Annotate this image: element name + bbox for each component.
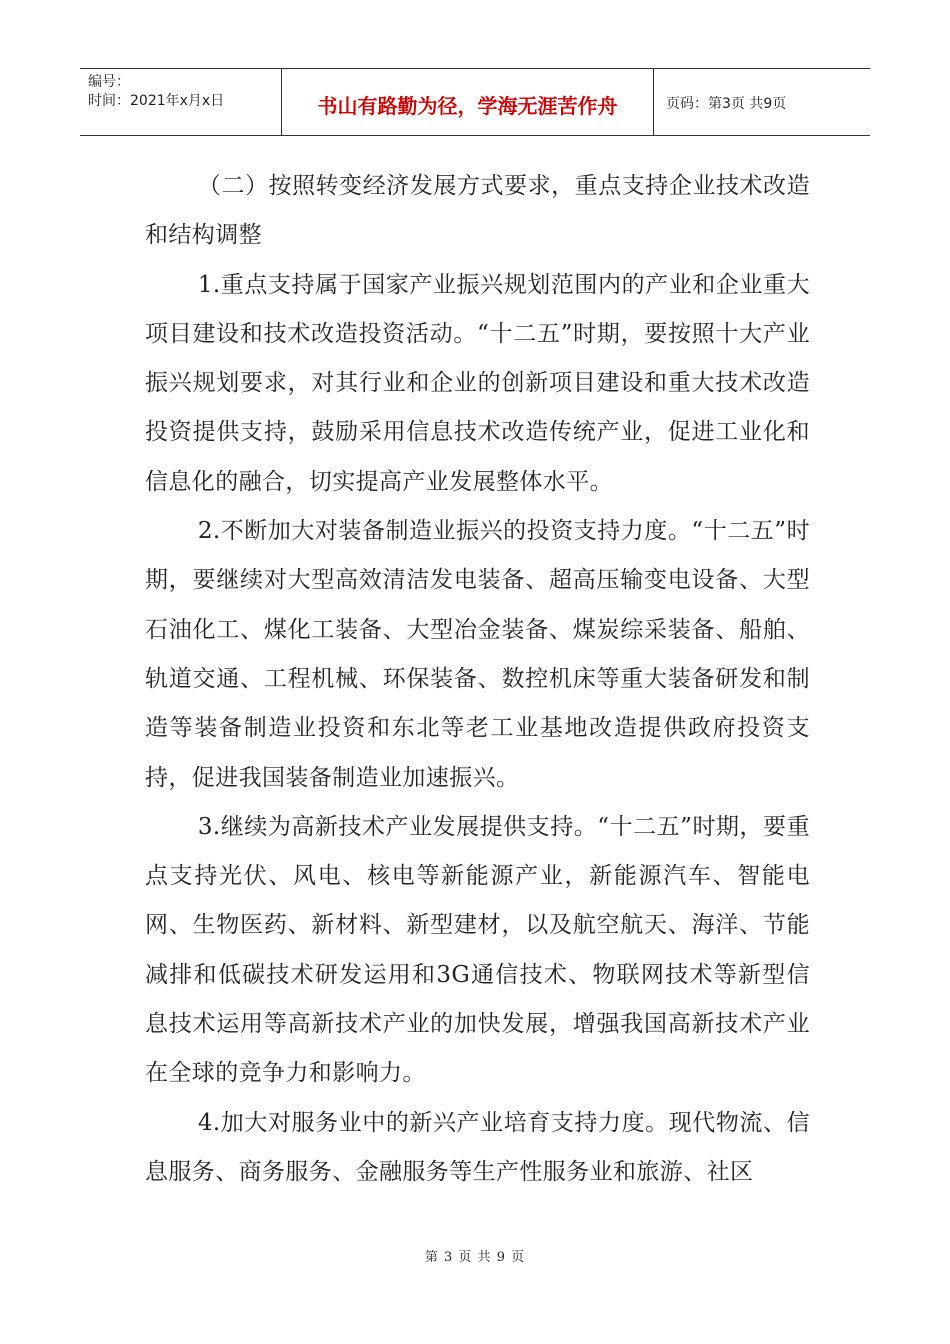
- paragraph: 2.不断加大对装备制造业振兴的投资支持力度。“十二五”时期，要继续对大型高效清洁发电装备、超高压输变电设备、大型石油化工、煤化工装备、大型冶金装备、煤炭综采装备、船舶、轨道交通、工程机械、环保装备、数控机床等重大装备研发和制造等装备制造业投资和东北等老工业基地改造提供政府投资支持，促进我国装备制造业加速振兴。: [145, 518, 810, 791]
- document-number: 编号：: [88, 74, 130, 90]
- document-body: [145, 162, 810, 1197]
- header-motto: 书山有路勤为径，学海无涯苦作舟: [282, 69, 654, 135]
- page-header: [80, 68, 870, 136]
- header-page-number: 页码：第3页 共9页: [666, 96, 787, 112]
- paragraph: 1.重点支持属于国家产业振兴规划范围内的产业和企业重大项目建设和技术改造投资活动。“十二五”时期，要按照十大产业振兴规划要求，对其行业和企业的创新项目建设和重大技术改造投资提供支持，鼓励采用信息技术改造传统产业，促进工业化和信息化的融合，切实提高产业发展整体水平。: [145, 271, 810, 495]
- paragraph: 3.继续为高新技术产业发展提供支持。“十二五”时期，要重点支持光伏、风电、核电等新能源产业，新能源汽车、智能电网、生物医药、新材料、新型建材，以及航空航天、海洋、节能减排和低碳技术研发运用和3G通信技术、物联网技术等新型信息技术运用等高新技术产业的加快发展，增强我国高新技术产业在全球的竞争力和影响力。: [145, 813, 810, 1087]
- header-meta: [80, 69, 282, 135]
- section-heading: （二）按照转变经济发展方式要求，重点支持企业技术改造和结构调整: [145, 173, 810, 249]
- document-date: 时间：2021年x月x日: [88, 93, 225, 109]
- paragraph: 4.加大对服务业中的新兴产业培育支持力度。现代物流、信息服务、商务服务、金融服务等生产性服务业和旅游、社区: [145, 1109, 810, 1185]
- page-footer: 第 3 页 共 9 页: [424, 1250, 526, 1265]
